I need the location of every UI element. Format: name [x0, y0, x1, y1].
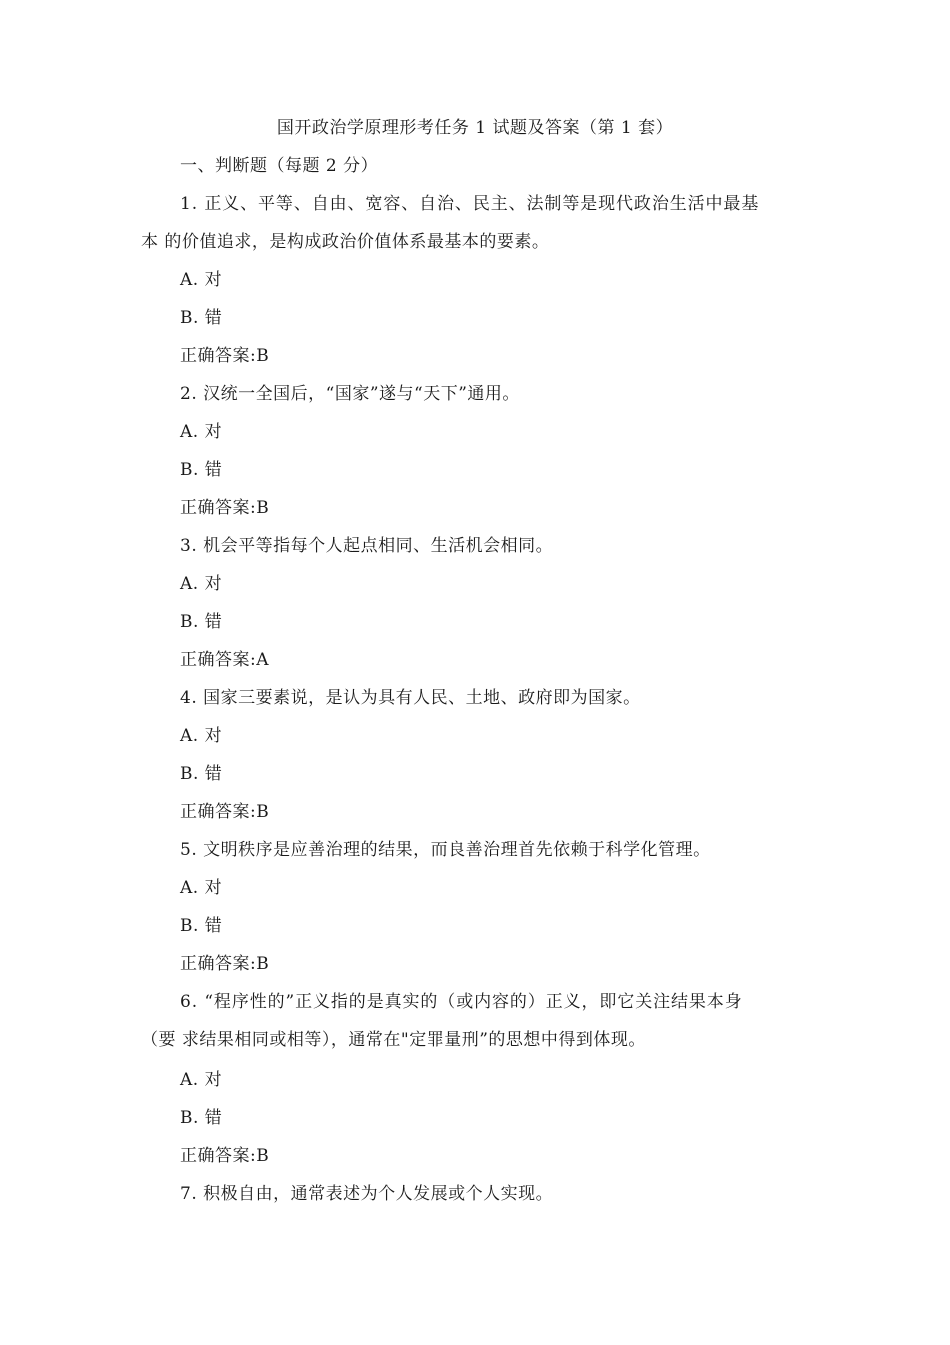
question-5-option-b: B. 错 [180, 916, 223, 936]
question-3-answer: 正确答案:A [180, 650, 270, 670]
question-3-option-a: A. 对 [180, 574, 223, 594]
question-4-stem: 4. 国家三要素说，是认为具有人民、土地、政府即为国家。 [180, 688, 641, 708]
question-4-answer: 正确答案:B [180, 802, 270, 822]
question-6-answer: 正确答案:B [180, 1146, 270, 1166]
question-2-option-b: B. 错 [180, 460, 223, 480]
question-5-option-a: A. 对 [180, 878, 223, 898]
question-2-stem: 2. 汉统一全国后，“国家”遂与“天下”通用。 [180, 384, 520, 404]
question-7-stem: 7. 积极自由，通常表述为个人发展或个人实现。 [180, 1184, 554, 1204]
question-1-option-a: A. 对 [180, 270, 223, 290]
question-4-option-b: B. 错 [180, 764, 223, 784]
question-6-option-b: B. 错 [180, 1108, 223, 1128]
question-1-answer: 正确答案:B [180, 346, 270, 366]
question-6-stem-line2: （要 求结果相同或相等），通常在"定罪量刑”的思想中得到体现。 [141, 1030, 646, 1050]
question-6-option-a: A. 对 [180, 1070, 223, 1090]
question-1-option-b: B. 错 [180, 308, 223, 328]
document-title: 国开政治学原理形考任务 1 试题及答案（第 1 套） [276, 118, 674, 138]
question-1-stem-line2: 本 的价值追求，是构成政治价值体系最基本的要素。 [141, 232, 550, 252]
question-2-answer: 正确答案:B [180, 498, 270, 518]
question-3-stem: 3. 机会平等指每个人起点相同、生活机会相同。 [180, 536, 554, 556]
question-2-option-a: A. 对 [180, 422, 223, 442]
question-6-stem-line1: 6. “程序性的”正义指的是真实的（或内容的）正义，即它关注结果本身 [180, 992, 743, 1012]
question-5-answer: 正确答案:B [180, 954, 270, 974]
question-4-option-a: A. 对 [180, 726, 223, 746]
question-3-option-b: B. 错 [180, 612, 223, 632]
question-1-stem-line1: 1. 正义、平等、自由、宽容、自治、民主、法制等是现代政治生活中最基 [180, 194, 760, 214]
question-5-stem: 5. 文明秩序是应善治理的结果，而良善治理首先依赖于科学化管理。 [180, 840, 711, 860]
section-heading: 一、判断题（每题 2 分） [180, 156, 379, 176]
